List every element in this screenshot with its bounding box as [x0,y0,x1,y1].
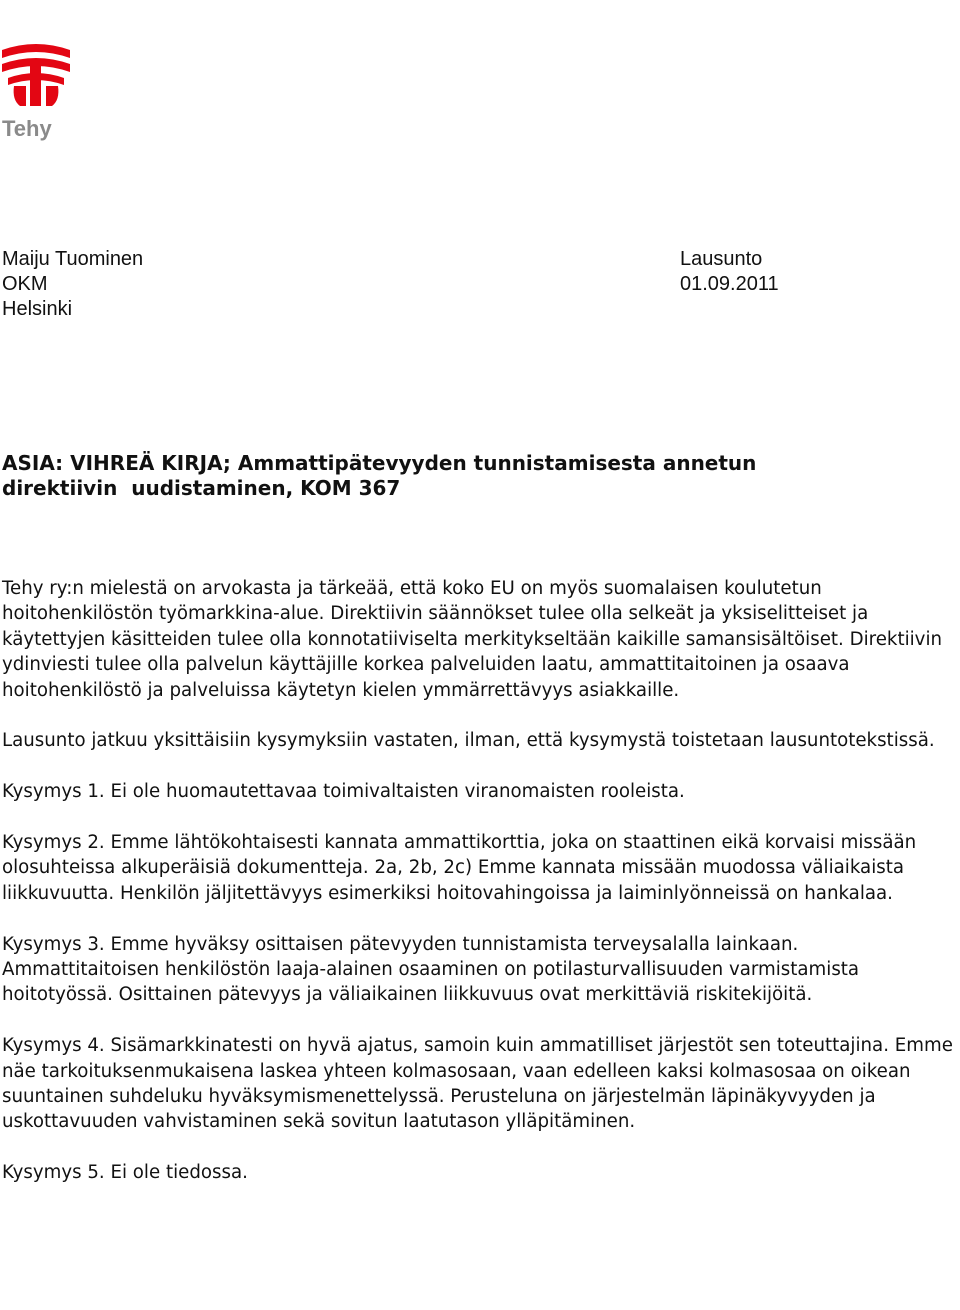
answer-question-5: Kysymys 5. Ei ole tiedossa. [2,1162,248,1184]
document-meta [680,247,779,297]
answer-question-4: Kysymys 4. Sisämarkkinatesti on hyvä ajatus, samoin kuin ammatilliset järjestöt sen toteuttajina. Emme näe tarkoituksenmukaisena laskea yhteen kolmasosaan, vaan edelleen kaksi kolmasosaa on oikean suuntainen suhdeluku hyväksymismenettelyssä. Perusteluna on järjestelmän läpinäkyvyyden ja uskottavuuden vahvistaminen sekä sovitun laatutason ylläpitäminen. [2,1035,953,1133]
sender-organization: OKM [2,273,48,295]
tehy-logo-word: Tehy [2,116,52,141]
tehy-logo-mark [0,40,72,110]
document-type: Lausunto [680,248,763,270]
answer-question-3: Kysymys 3. Emme hyväksy osittaisen pätevyyden tunnistamista terveysalalla lainkaan. Ammattitaitoisen henkilöstön laaja-alainen osaaminen on potilasturvallisuuden varmistamista hoitotyössä. Osittainen pätevyys ja väliaikainen liikkuvuus ovat merkittäviä riskitekijöitä. [2,933,860,1006]
sender-name: Maiju Tuominen [2,248,144,270]
continuation-note: Lausunto jatkuu yksittäisiin kysymyksiin vastaten, ilman, että kysymystä toistetaan lausuntotekstissä. [2,730,935,752]
answer-question-2: Kysymys 2. Emme lähtökohtaisesti kannata ammattikorttia, joka on staattinen eikä korvaisi missään olosuhteissa alkuperäisiä dokumentteja. 2a, 2b, 2c) Emme kannata missään muodossa väliaikaista liikkuvuutta. Henkilön jäljitettävyys esimerkiksi hoitovahingoissa ja laiminlyönneissä on hankalaa. [2,832,917,904]
subject-heading [2,451,952,501]
sender-block [2,247,143,322]
tehy-logo [0,40,72,140]
statement-body [2,576,957,1211]
subject-line-1: ASIA: VIHREÄ KIRJA; Ammattipätevyyden tunnistamisesta annetun [2,451,757,475]
intro-paragraph: Tehy ry:n mielestä on arvokasta ja tärkeää, että koko EU on myös suomalaisen koulutetun hoitohenkilöstön työmarkkina-alue. Direktiivin säännökset tulee olla selkeät ja yksiselitteiset ja käytettyjen käsitteiden tulee olla konnotatiiviselta merkitykseltään kaikille samansisältöiset. Direktiivin ydinviesti tulee olla palvelun käyttäjille korkea palveluiden laatu, ammattitaitoinen ja osaava hoitohenkilöstö ja palveluissa käytetyn kielen ymmärrettävyys asiakkaille. [2,578,943,701]
document-date: 01.09.2011 [680,273,779,295]
answer-question-1: Kysymys 1. Ei ole huomautettavaa toimivaltaisten viranomaisten rooleista. [2,781,685,803]
sender-city: Helsinki [2,298,73,320]
subject-line-2: direktiivin uudistaminen, KOM 367 [2,476,401,500]
